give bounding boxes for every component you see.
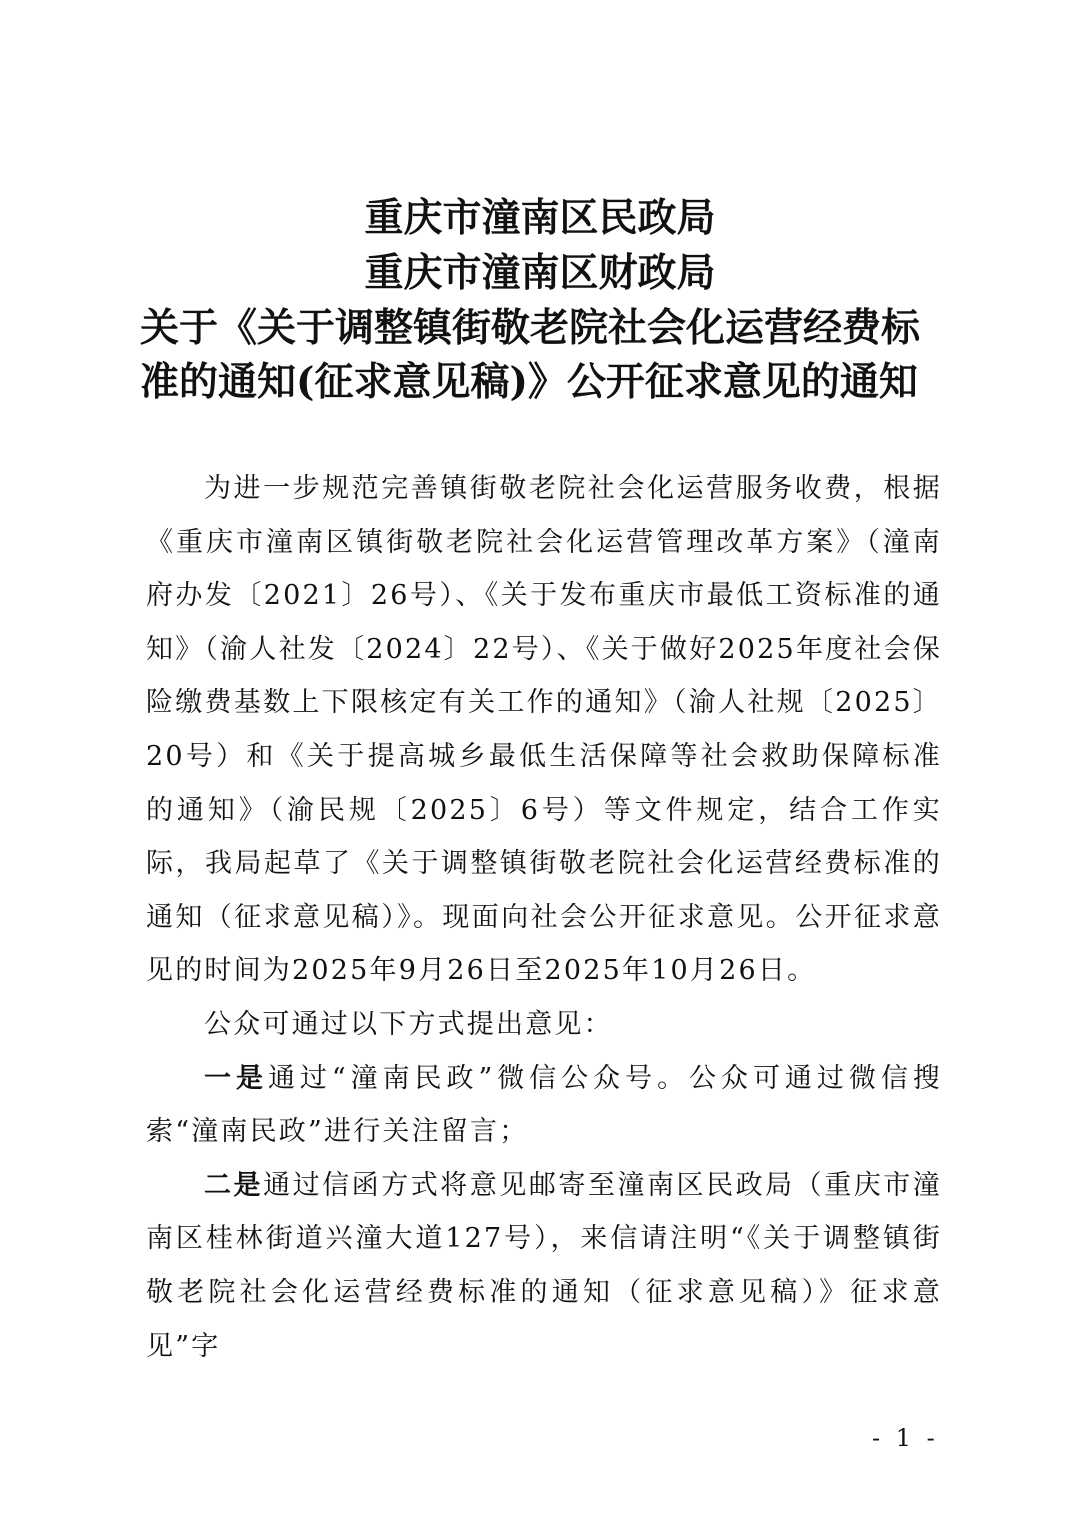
title-line-3: 关于《关于调整镇街敬老院社会化运营经费标 [140,305,921,351]
paragraph-method-1 [146,1052,942,1159]
title-line-1: 重庆市潼南区民政局 [364,195,716,241]
paragraph-methods-intro: 公众可通过以下方式提出意见： [204,1008,613,1040]
paragraph-intro: 为进一步规范完善镇街敬老院社会化运营服务收费，根据《重庆市潼南区镇街敬老院社会化运营管理改革方案》（潼南府办发〔2021〕26号）、《关于发布重庆市最低工资标准的通知》（渝人社发〔2024〕22号）、《关于做好2025年度社会保险缴费基数上下限核定有关工作的通知》（渝人社规〔2025〕20号）和《关于提高城乡最低生活保障等社会救助保障标准的通知》（渝民规〔2025〕6号）等文件规定，结合工作实际，我局起草了《关于调整镇街敬老院社会化运营经费标准的通知（征求意见稿）》。现面向社会公开征求意见。公开征求意见的时间为2025年9月26日至2025年10月26日。 [146,473,942,987]
method-1-lead: 一是 [204,1062,268,1094]
title-line-4: 准的通知(征求意见稿)》公开征求意见的通知 [140,359,918,405]
document-body [146,462,942,1373]
method-1-text: 通过“潼南民政”微信公众号。公众可通过微信搜索“潼南民政”进行关注留言； [146,1062,942,1148]
method-2-lead: 二是 [204,1169,264,1201]
page-number: - 1 - [872,1424,939,1452]
method-2-text: 通过信函方式将意见邮寄至潼南区民政局（重庆市潼南区桂林街道兴潼大道127号），来信请注明“《关于调整镇街敬老院社会化运营经费标准的通知（征求意见稿）》征求意见”字 [146,1169,942,1362]
title-line-2: 重庆市潼南区财政局 [364,250,716,296]
paragraph-method-2 [146,1159,942,1373]
